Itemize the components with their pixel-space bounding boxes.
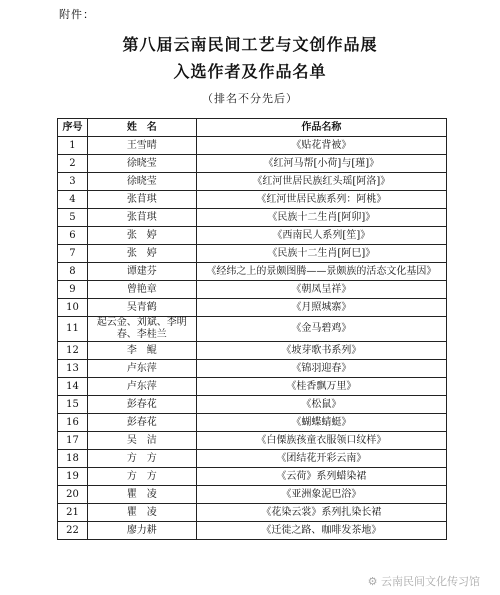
- cell-work: 《团结花开彩云南》: [196, 450, 446, 468]
- cell-number: 22: [58, 522, 88, 540]
- cell-number: 14: [58, 378, 88, 396]
- attachment-label: 附件：: [59, 8, 95, 21]
- table-row: [58, 378, 447, 396]
- cell-name: 吴青鹤: [87, 299, 196, 317]
- table-row: [58, 227, 447, 245]
- cell-work: 《花染云裳》系列扎染长裙: [196, 504, 446, 522]
- table-row: [58, 360, 447, 378]
- table-row: [58, 468, 447, 486]
- header-work: 作品名称: [196, 119, 446, 137]
- table-row: [58, 263, 447, 281]
- cell-work: 《红河世居民族红头瑶[阿洛]》: [196, 173, 446, 191]
- table-row: [58, 450, 447, 468]
- table-body: [58, 137, 447, 540]
- cell-work: 《红河世居民族系列：阿桃》: [196, 191, 446, 209]
- cell-name: 吴 洁: [87, 432, 196, 450]
- table-row: [58, 155, 447, 173]
- cell-number: 12: [58, 342, 88, 360]
- cell-work: 《亚洲象泥巴浴》: [196, 486, 446, 504]
- table-row: [58, 173, 447, 191]
- ordering-note: （排名不分先后）: [202, 92, 298, 105]
- cell-number: 5: [58, 209, 88, 227]
- table-row: [58, 281, 447, 299]
- cell-work: 《锦羽迎春》: [196, 360, 446, 378]
- cell-name: 瞿 凌: [87, 504, 196, 522]
- cell-name: 张苜琪: [87, 191, 196, 209]
- cell-work: 《红河马帮[小荷]与[瑾]》: [196, 155, 446, 173]
- cell-name: 谭建芬: [87, 263, 196, 281]
- cell-work: 《金马碧鸡》: [196, 317, 446, 342]
- cell-name: 王雪晴: [87, 137, 196, 155]
- cell-number: 2: [58, 155, 88, 173]
- table-row: [58, 191, 447, 209]
- cell-name: 彭春花: [87, 414, 196, 432]
- cell-name: 徐晓莹: [87, 173, 196, 191]
- table-row: [58, 342, 447, 360]
- cell-number: 7: [58, 245, 88, 263]
- cell-work: 《云荷》系列蜡染裙: [196, 468, 446, 486]
- header-number: 序号: [58, 119, 88, 137]
- cell-number: 6: [58, 227, 88, 245]
- table-row: [58, 317, 447, 342]
- table-row: [58, 414, 447, 432]
- table-row: [58, 209, 447, 227]
- cell-name: 李 鲲: [87, 342, 196, 360]
- cell-number: 3: [58, 173, 88, 191]
- table-row: [58, 504, 447, 522]
- cell-work: 《白傈族孩童衣服领口纹样》: [196, 432, 446, 450]
- table-row: [58, 137, 447, 155]
- cell-name: 张苜琪: [87, 209, 196, 227]
- cell-work: 《民族十二生肖[阿巳]》: [196, 245, 446, 263]
- cell-number: 16: [58, 414, 88, 432]
- cell-name: 卢东萍: [87, 378, 196, 396]
- cell-number: 1: [58, 137, 88, 155]
- document-title: 第八届云南民间工艺与文创作品展: [122, 35, 378, 54]
- cell-work: 《桂香飘万里》: [196, 378, 446, 396]
- table-header-row: [58, 119, 447, 137]
- cell-number: 15: [58, 396, 88, 414]
- cell-work: 《经纬之上的景颇图腾——景颇族的活态文化基因》: [196, 263, 446, 281]
- cell-number: 19: [58, 468, 88, 486]
- cell-name: 张 婷: [87, 245, 196, 263]
- cell-name: 廖力耕: [87, 522, 196, 540]
- cell-work: 《西南民人系列[笙]》: [196, 227, 446, 245]
- cell-work: 《蝴蝶蜻蜓》: [196, 414, 446, 432]
- cell-name: 方 方: [87, 468, 196, 486]
- cell-number: 17: [58, 432, 88, 450]
- cell-name: 起云金、刘斌、李明春、李桂兰: [87, 317, 196, 342]
- cell-name: 曾艳章: [87, 281, 196, 299]
- cell-name: 彭春花: [87, 396, 196, 414]
- cell-work: 《松鼠》: [196, 396, 446, 414]
- header-name: 姓 名: [87, 119, 196, 137]
- table-row: [58, 396, 447, 414]
- table-row: [58, 486, 447, 504]
- cell-number: 4: [58, 191, 88, 209]
- cell-name: 方 方: [87, 450, 196, 468]
- cell-name: 张 婷: [87, 227, 196, 245]
- cell-number: 8: [58, 263, 88, 281]
- cell-number: 18: [58, 450, 88, 468]
- cell-number: 20: [58, 486, 88, 504]
- cell-work: 《坡芽歌书系列》: [196, 342, 446, 360]
- cell-name: 徐晓莹: [87, 155, 196, 173]
- cell-work: 《朝凤呈祥》: [196, 281, 446, 299]
- cell-number: 11: [58, 317, 88, 342]
- table-row: [58, 299, 447, 317]
- cell-number: 9: [58, 281, 88, 299]
- cell-number: 13: [58, 360, 88, 378]
- cell-number: 10: [58, 299, 88, 317]
- table-row: [58, 432, 447, 450]
- cell-work: 《民族十二生肖[阿卯]》: [196, 209, 446, 227]
- table-row: [58, 522, 447, 540]
- selected-works-table: [57, 118, 447, 540]
- cell-name: 卢东萍: [87, 360, 196, 378]
- table-row: [58, 245, 447, 263]
- source-watermark: ⚙ 云南民间文化传习馆: [367, 575, 480, 588]
- cell-work: 《月照城寨》: [196, 299, 446, 317]
- cell-name: 瞿 凌: [87, 486, 196, 504]
- cell-work: 《贴花背被》: [196, 137, 446, 155]
- cell-number: 21: [58, 504, 88, 522]
- document-subtitle-heading: 入选作者及作品名单: [173, 62, 327, 81]
- cell-work: 《迁徙之路、咖啡发茶地》: [196, 522, 446, 540]
